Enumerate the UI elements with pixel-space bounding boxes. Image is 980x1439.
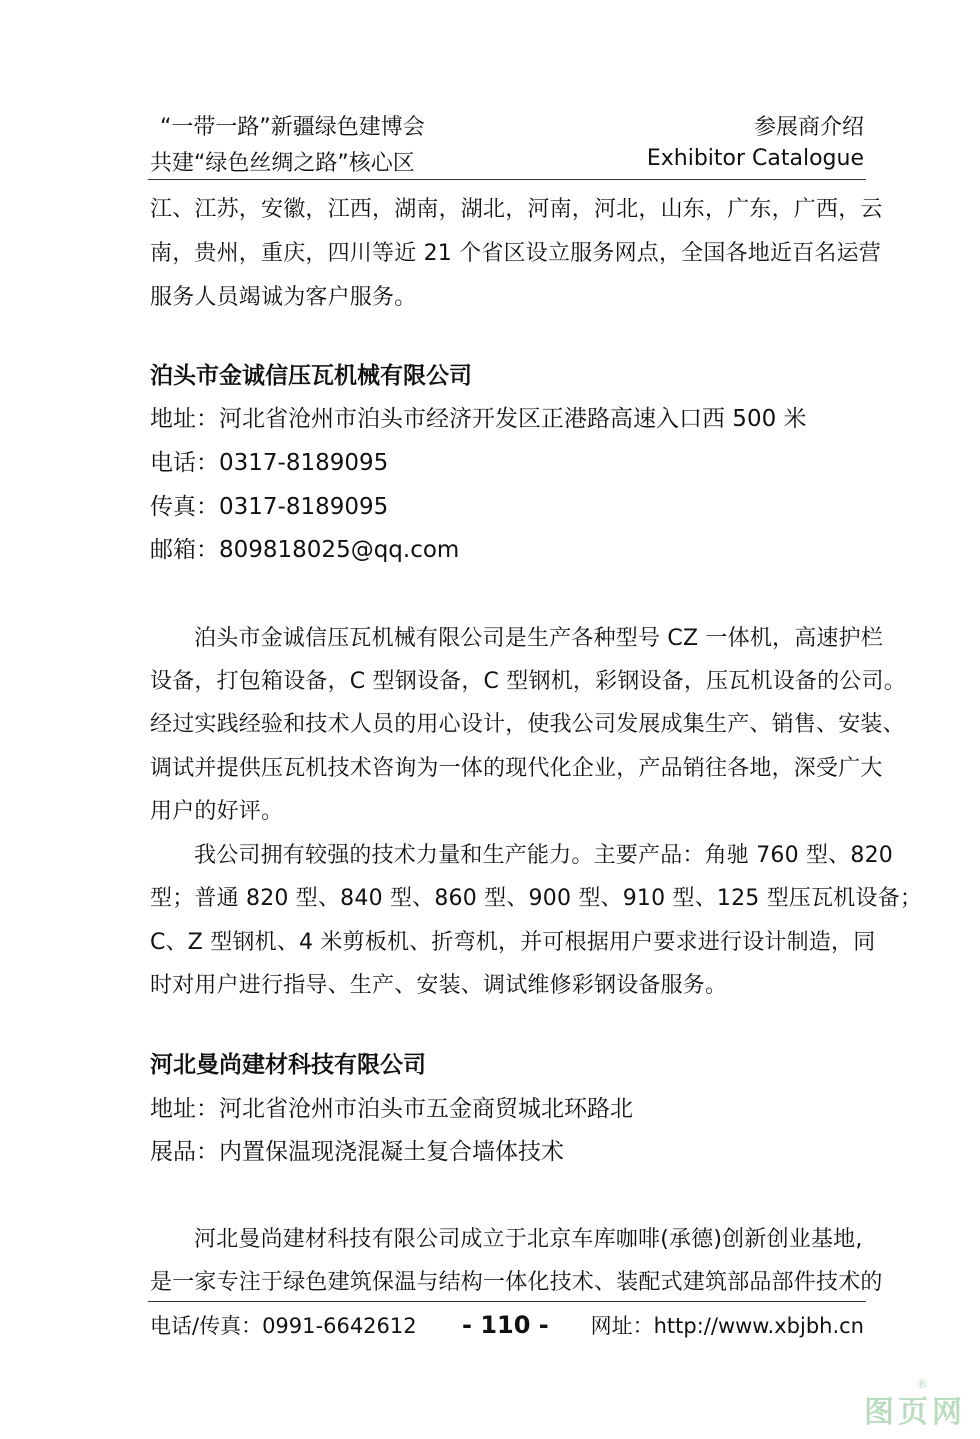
company1-email: 邮箱：809818025@qq.com [150, 537, 460, 563]
header-left-line1: “一带一路”新疆绿色建博会 [160, 115, 425, 140]
header-rule [148, 179, 866, 180]
company2-name: 河北曼尚建材科技有限公司 [150, 1052, 426, 1078]
header-left-line2: 共建“绿色丝绸之路”核心区 [150, 151, 415, 176]
company1-para2-line: 我公司拥有较强的技术力量和生产能力。主要产品：角驰 760 型、820 [194, 843, 893, 868]
company1-phone: 电话：0317-8189095 [150, 450, 389, 476]
company1-para1-line: 调试并提供压瓦机技术咨询为一体的现代化企业，产品销往各地，深受广大 [150, 756, 883, 781]
company1-para1-line: 用户的好评。 [150, 799, 284, 824]
company1-para2-line: C、Z 型钢机、4 米剪板机、折弯机，并可根据用户要求进行设计制造，同 [150, 930, 876, 955]
company1-fax: 传真：0317-8189095 [150, 494, 389, 520]
intro-line: 江、江苏，安徽，江西，湖南，湖北，河南，河北，山东，广东，广西，云 [150, 197, 883, 222]
company2-address: 地址：河北省沧州市泊头市五金商贸城北环路北 [150, 1096, 633, 1122]
company1-para1-line: 经过实践经验和技术人员的用心设计，使我公司发展成集生产、销售、安装、 [150, 712, 905, 737]
header-right-line1: 参展商介绍 [753, 115, 864, 140]
intro-line: 服务人员竭诚为客户服务。 [150, 285, 417, 310]
company1-para1-line: 泊头市金诚信压瓦机械有限公司是生产各种型号 CZ 一体机，高速护栏 [194, 626, 884, 651]
company1-name: 泊头市金诚信压瓦机械有限公司 [150, 363, 472, 389]
company1-address: 地址：河北省沧州市泊头市经济开发区正港路高速入口西 500 米 [150, 406, 807, 432]
footer-rule [148, 1301, 866, 1302]
header-right-line2: Exhibitor Catalogue [646, 146, 864, 171]
footer-website: 网址：http://www.xbjbh.cn [590, 1314, 864, 1338]
company1-para2-line: 型；普通 820 型、840 型、860 型、900 型、910 型、125 型压瓦机设备； [150, 886, 923, 911]
watermark-registered-mark: ® [916, 1377, 928, 1391]
company2-para1-line: 河北曼尚建材科技有限公司成立于北京车库咖啡(承德)创新创业基地, [194, 1227, 863, 1252]
page-number: - 110 - [462, 1311, 549, 1339]
footer-phone-fax: 电话/传真：0991-6642612 [150, 1314, 417, 1338]
company1-para1-line: 设备，打包箱设备，C 型钢设备，C 型钢机，彩钢设备，压瓦机设备的公司。 [150, 669, 906, 694]
company2-para1-line: 是一家专注于绿色建筑保温与结构一体化技术、装配式建筑部品部件技术的 [150, 1270, 883, 1295]
company1-para2-line: 时对用户进行指导、生产、安装、调试维修彩钢设备服务。 [150, 973, 728, 998]
intro-line: 南，贵州，重庆，四川等近 21 个省区设立服务网点，全国各地近百名运营 [150, 241, 881, 266]
company2-products: 展品：内置保温现浇混凝土复合墙体技术 [150, 1139, 564, 1165]
watermark-logo: 图页网 [864, 1395, 966, 1430]
